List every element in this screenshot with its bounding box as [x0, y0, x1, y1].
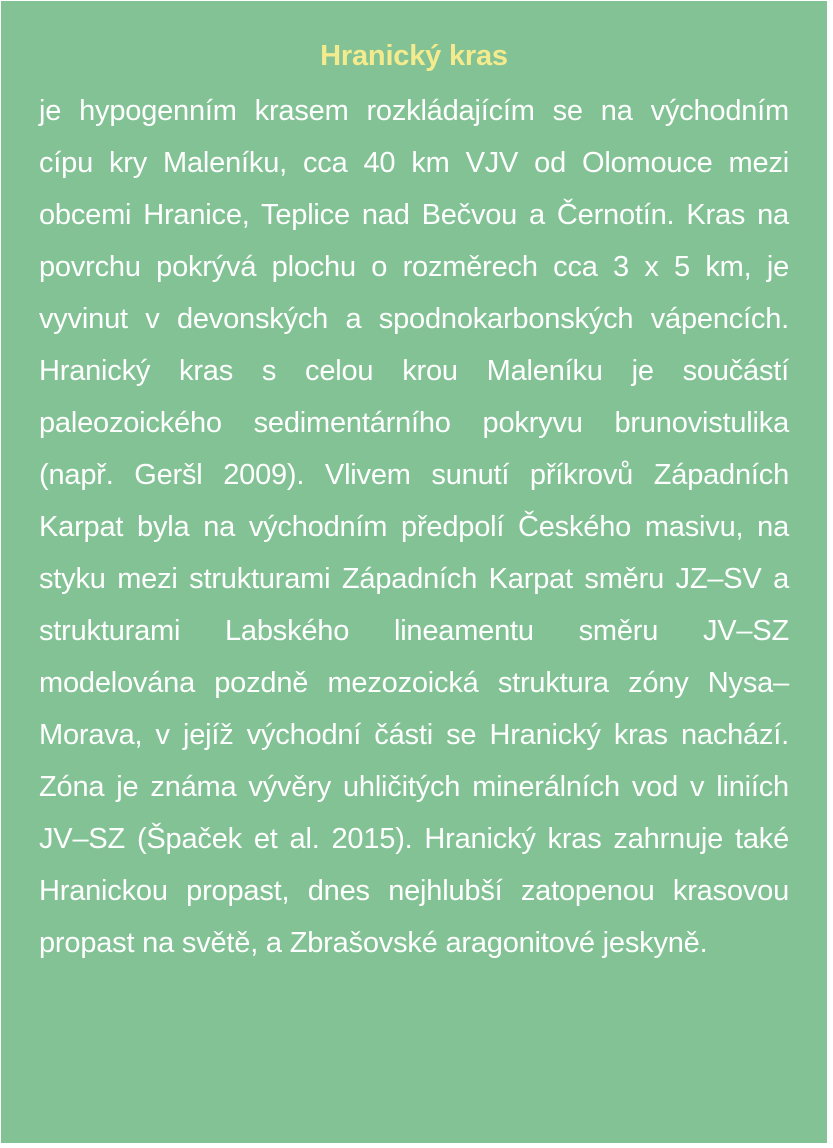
box-paragraph: je hypogenním krasem rozkládajícím se na východním cípu kry Maleníku, cca 40 km VJV od Olomouce mezi obcemi Hranice, Teplice nad Bečvou a Černotín. Kras na povrchu pokrývá plochu o rozměrech cca 3 x 5 km, je vyvinut v devonských a spodnokarbonských vápencích. Hranický kras s celou krou Maleníku je součástí paleozoického sedimentárního pokryvu brunovistulika (např. Geršl 2009). Vlivem sunutí příkrovů Západních Karpat byla na východním předpolí Českého masivu, na styku mezi strukturami Západních Karpat směru JZ–SV a strukturami Labského lineamentu směru JV–SZ modelována pozdně mezozoická struktura zóny Nysa–Morava, v jejíž východní části se Hranický kras nachází. Zóna je známa vývěry uhličitých minerálních vod v liniích JV–SZ (Špaček et al. 2015). Hranický kras zahrnuje také Hranickou propast, dnes nejhlubší zatopenou krasovou propast na světě, a Zbrašovské aragonitové jeskyně. [39, 95, 789, 959]
box-title: Hranický kras [320, 40, 508, 72]
info-box [1, 1, 827, 1143]
